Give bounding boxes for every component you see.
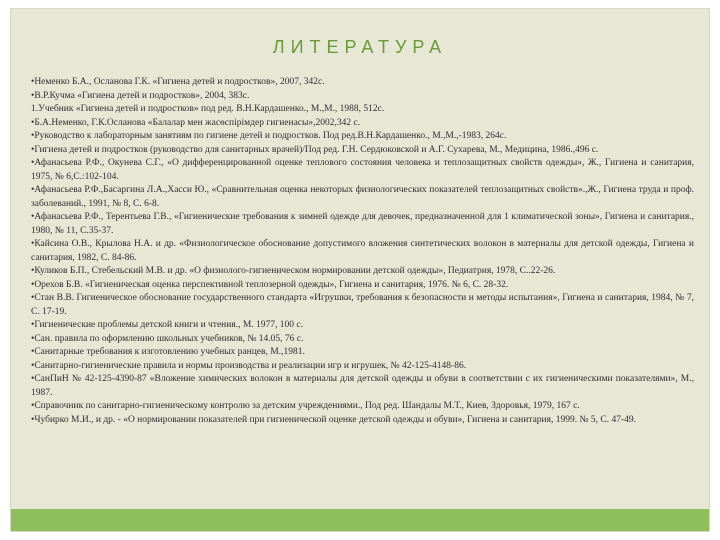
reference-item: •Санитарно-гигиенические правила и нормы производства и реализации игр и игрушек, № 42-125-4148-86.	[31, 360, 467, 371]
reference-item: •Афанасьева Р.Ф., Окунева С.Г., «О дифференцированной оценке теплового состояния человека и теплозащитных свойств одежды», Ж., Гигиена и санитария, 1975, № 6,С.:102-104.	[31, 158, 694, 182]
reference-item: •Кайсина О.В., Крылова Н.А. и др. «Физиологическое обоснование допустимого вложения синтетических волокон в материалы для детской одежды, Гигиена и санитария, 1982, С. 84-86.	[31, 239, 694, 263]
reference-item: 1.Учебник «Гигиена детей и подростков» под ред. В.Н.Кардашенко., М.,М., 1988, 512с.	[31, 104, 385, 114]
reference-item: •Санитарные требования к изготовлению учебных ранцев, М.,1981.	[31, 347, 305, 357]
reference-item: •Сан. правила по оформлению школьных учебников, № 14.05, 76 с.	[31, 333, 304, 344]
reference-item: •Афанасьева Р.Ф., Терентьева Г.В., «Гигиенические требования к зимней одежде для девочек, предназначенной для 1 климатической зоны», Гигиена и санитария., 1980, № 11, С.35-37.	[31, 212, 694, 236]
reference-item: •Афанасьева Р.Ф.,Басаргина Л.А.,Хаcси Ю., «Сравнительная оценка некоторых физиологических показателей теплозащитных свойств».,Ж., Гигиена труда и проф. заболеваний., 1991, № 8, С. 6-8.	[31, 185, 694, 209]
reference-item: •Орехов Б.В. «Гигиеническая оценка перспективной теплозерной одежды», Гигиена и санитария, 1976. № 6, С. 28-32.	[31, 279, 509, 290]
reference-item: •Справочник по санитарно-гигиеническому контролю за детским учреждениями., Под ред. Шандалы М.Т., Киев, Здоровья, 1979, 167 с.	[31, 401, 580, 411]
reference-item: •Руководство к лабораторным занятиям по гигиене детей и подростков. Под ред.В.Н.Кардашенко., М.,М.,-1983, 264с.	[31, 131, 507, 141]
reference-item: •Неменко Б.А., Осланова Г.К. «Гигиена детей и подростков», 2007, 342с.	[31, 77, 325, 87]
reference-item: •В.Р.Кучма «Гигиена детей и подростков», 2004, 383с.	[31, 90, 250, 101]
page-title: ЛИТЕРАТУРА	[272, 37, 448, 57]
reference-item: •Гигиена детей и подростков (руководство для санитарных врачей)/Под ред. Г.Н. Сердюковской и А.Г. Сухарева, М., Медицина, 1986.,496 с.	[31, 144, 599, 155]
reference-item: •Куликов Б.П., Стебельский М.В. и др. «О физиолого-гигиеническом нормировании детской одежды», Педиатрия, 1978, С..22-26.	[31, 266, 556, 276]
bottom-accent-bar	[11, 509, 709, 531]
slide	[10, 8, 710, 532]
reference-item: •Б.А.Неменко, Г.К.Осланова «Балалар мен жасөспірімдер гигиенасы»,2002,342 с.	[31, 117, 361, 128]
reference-list	[31, 76, 694, 427]
reference-item: •Стан В.В. Гигиеническое обоснование государственного стандарта «Игрушки, требования к безопасности и методы испытания», Гигиена и санитария, 1984, № 7, С. 17-19.	[31, 293, 694, 317]
reference-item: •Гигиенические проблемы детской книги и чтения., М. 1977, 100 с.	[31, 320, 303, 330]
reference-item: •СанПиН № 42-125-4390-87 «Вложение химических волокон в материалы для детской одежды и обуви в соответствии с их гигиеническими показателями», М., 1987.	[31, 374, 694, 398]
reference-item: •Чубирко М.И., и др. - «О нормировании показателей при гигиенической оценке детской одежды и обуви», Гигиена и санитария, 1999. № 5, С. 47-49.	[31, 414, 637, 425]
